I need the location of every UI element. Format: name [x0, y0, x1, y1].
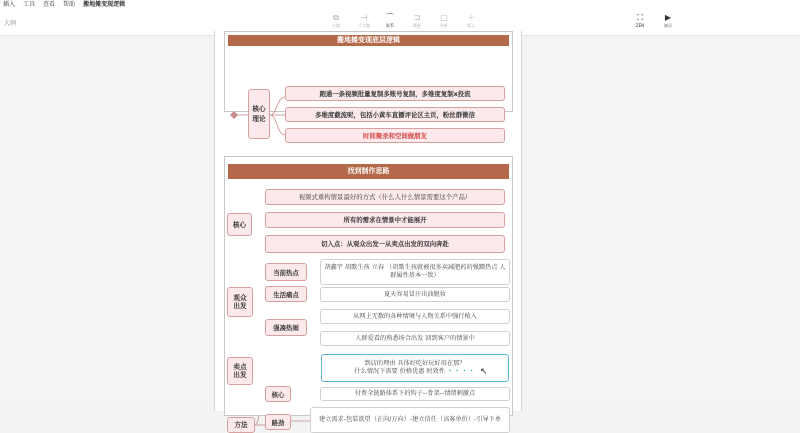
- method-core-node[interactable]: 核心: [265, 386, 291, 402]
- force-join-item-1[interactable]: 从网上无数的各种情境与人物关系中强行植入: [320, 309, 510, 324]
- tool-frame-label: 外框: [440, 23, 448, 28]
- core-item-3[interactable]: 切入点：从观众出发一从卖点出发的双向奔赴: [265, 235, 505, 253]
- core-node[interactable]: 核心: [227, 213, 252, 236]
- document-title: 搬地摊变现逻辑: [83, 1, 126, 8]
- present-label: 演示: [664, 23, 672, 28]
- selling-dots: ・・・・: [446, 368, 476, 375]
- force-join-item-2[interactable]: 人群爱看的熟悉场合出发 回到客户的情景中: [320, 331, 510, 346]
- mindmap-canvas[interactable]: [0, 36, 800, 429]
- subtopic-icon: ⊣: [360, 13, 368, 22]
- section2-title[interactable]: 找到制作思路: [228, 164, 509, 179]
- zen-label: ZEN: [635, 23, 645, 28]
- selling-line-2: 什么情况下需要 价格优惠 时效性: [354, 368, 445, 375]
- tool-summary-label: 概要: [413, 23, 421, 28]
- force-join-node[interactable]: 强凑热闹: [265, 319, 307, 336]
- hot-topic-node[interactable]: 当前热点: [265, 263, 307, 281]
- path-item[interactable]: 建立需求-包装欲望（正向/方向）-建立信任（高客单价）-引导下单: [310, 407, 510, 433]
- theme-icon: ⧉: [333, 13, 339, 22]
- mindmap-page: [214, 31, 522, 429]
- present-button[interactable]: [653, 12, 683, 34]
- outline-toggle[interactable]: 大纲: [4, 20, 17, 27]
- zen-button[interactable]: [625, 12, 655, 34]
- section1-title[interactable]: 搬地摊变现底层逻辑: [228, 35, 509, 46]
- hot-topic-item[interactable]: 胡鑫宇 胡歌生孩 立春 （胡歌生孩就被很多卖减肥药的强蹭热点 人群属性基本一致）: [320, 259, 510, 285]
- boundary-icon: ▢: [440, 13, 448, 22]
- menu-insert[interactable]: 插入: [3, 1, 16, 8]
- menu-help[interactable]: 帮助: [63, 1, 76, 8]
- menu-bar: [0, 0, 800, 10]
- s1-item-1[interactable]: 跑通一条视频批量复制多账号复制，多维度复制x投流: [285, 86, 505, 101]
- core-item-1[interactable]: 视频式重构情景最好的方式（什么人什么情景需要这个产品）: [265, 189, 505, 205]
- insert-icon: ＋: [467, 13, 475, 22]
- core-item-2[interactable]: 所有的需求在情景中才能展开: [265, 212, 505, 228]
- relationship-icon: ⌒: [386, 13, 394, 22]
- tool-theme-label: 主题: [332, 23, 340, 28]
- core-theory-node[interactable]: 核心理论: [248, 89, 270, 139]
- s1-item-2[interactable]: 多维度截流呢，包括小黄车直播评论区主页，粉丝群微信: [285, 107, 505, 122]
- play-icon: ▶: [664, 13, 672, 22]
- path-node[interactable]: 路劲: [265, 414, 291, 430]
- tool-insert-label: 插入: [467, 23, 475, 28]
- tool-connect-label: 联系: [386, 23, 394, 28]
- menu-tools[interactable]: 工具: [23, 1, 36, 8]
- summary-icon: ⊐: [413, 13, 421, 22]
- method-core-item[interactable]: 付费全链路体系下的钩子--骨架--情绪刺激点: [320, 387, 510, 401]
- selling-line-1: 到店的理由 具体好吃好玩好用在那？: [364, 360, 466, 367]
- menu-view[interactable]: 查看: [43, 1, 56, 8]
- s1-item-3[interactable]: 时间聚杀和空间做朋友: [285, 128, 505, 143]
- selling-line-2-wrap: [354, 368, 475, 376]
- audience-node[interactable]: 观众出发: [227, 287, 253, 317]
- tool-subtopic-label: 子主题: [358, 23, 370, 28]
- methods-node[interactable]: 方法: [227, 417, 255, 433]
- pain-point-item[interactable]: 夏天容易冒汗出油脱妆: [320, 287, 510, 302]
- pain-point-node[interactable]: 生活痛点: [265, 286, 307, 302]
- mouse-cursor-icon: ↖: [480, 367, 488, 377]
- selling-node[interactable]: 卖点出发: [227, 357, 253, 385]
- fullscreen-icon: ⛶: [637, 13, 643, 22]
